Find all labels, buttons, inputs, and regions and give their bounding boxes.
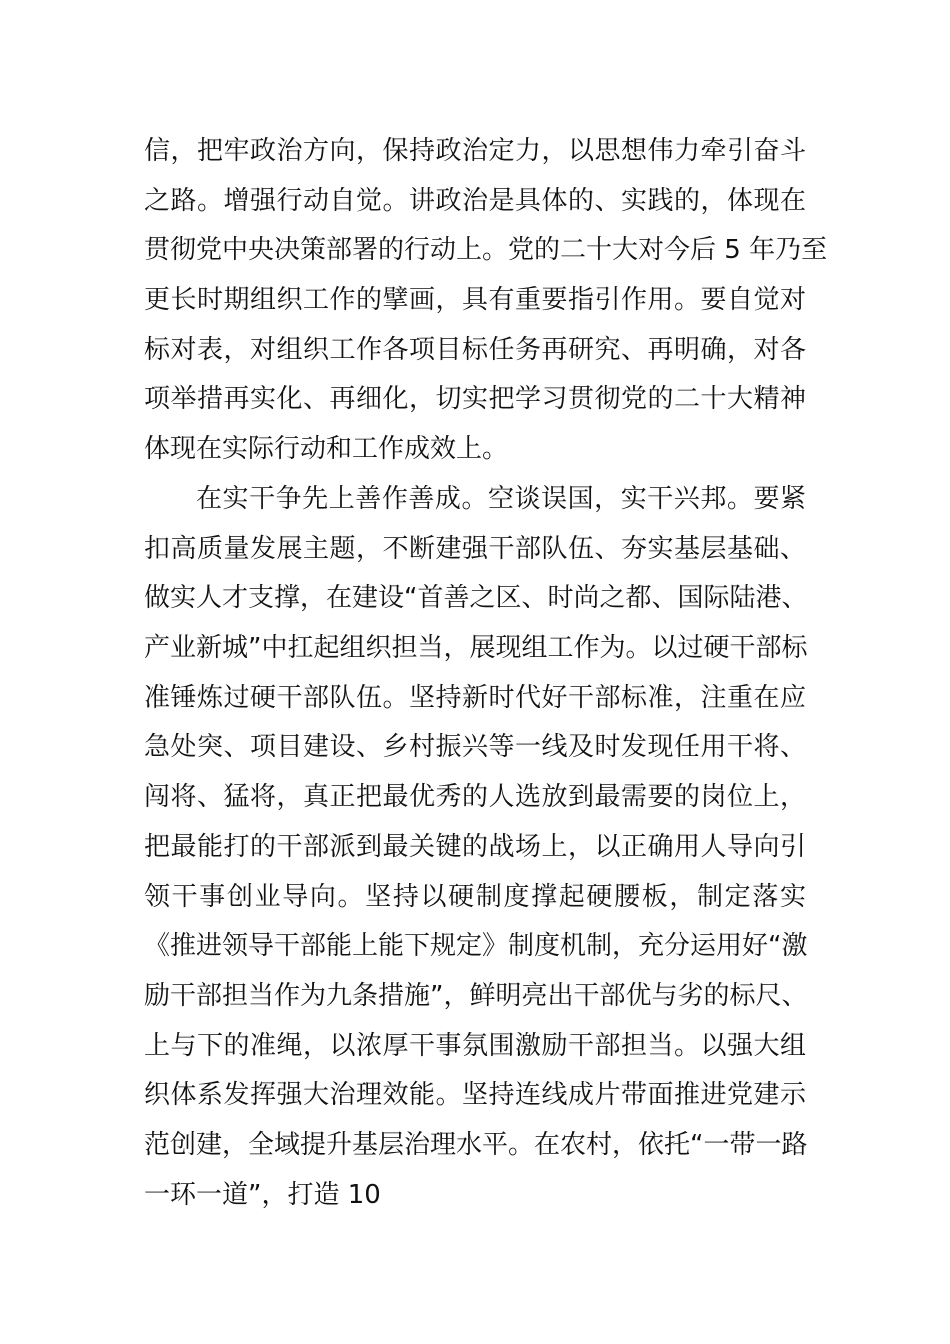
text-line: 体现在实际行动和工作成效上。 bbox=[144, 434, 509, 464]
text-line: 闯将、猛将，真正把最优秀的人选放到最需要的岗位上， bbox=[144, 782, 806, 812]
text-line: 做实人才支撑，在建设“首善之区、时尚之都、国际陆港、 bbox=[144, 583, 808, 613]
text-line: 急处突、项目建设、乡村振兴等一线及时发现任用干将、 bbox=[144, 732, 806, 762]
text-line: 上与下的准绳，以浓厚干事氛围激励干部担当。以强大组 bbox=[144, 1031, 806, 1061]
text-line: 织体系发挥强大治理效能。坚持连线成片带面推进党建示 bbox=[144, 1080, 806, 1110]
text-line: 扣高质量发展主题，不断建强干部队伍、夯实基层基础、 bbox=[144, 534, 806, 564]
text-line: 准锤炼过硬干部队伍。坚持新时代好干部标准，注重在应 bbox=[144, 683, 806, 713]
text-line: 领干事创业导向。坚持以硬制度撑起硬腰板，制定落实 bbox=[144, 882, 806, 912]
text-line: 标对表，对组织工作各项目标任务再研究、再明确，对各 bbox=[144, 335, 806, 365]
text-line: 《推进领导干部能上能下规定》制度机制，充分运用好“激 bbox=[144, 931, 808, 961]
text-line: 信，把牢政治方向，保持政治定力，以思想伟力牵引奋斗 bbox=[144, 136, 806, 166]
text-line: 范创建，全域提升基层治理水平。在农村，依托“一带一路 bbox=[144, 1130, 808, 1160]
text-line: 之路。增强行动自觉。讲政治是具体的、实践的，体现在 bbox=[144, 186, 806, 216]
paragraph-first-line: 在实干争先上善作善成。空谈误国，实干兴邦。要紧 bbox=[196, 484, 806, 514]
text-line: 更长时期组织工作的擘画，具有重要指引作用。要自觉对 bbox=[144, 285, 806, 315]
text-line: 产业新城”中扛起组织担当，展现组工作为。以过硬干部标 bbox=[144, 633, 808, 663]
text-line: 一环一道”，打造 10 bbox=[144, 1180, 381, 1210]
text-line: 项举措再实化、再细化，切实把学习贯彻党的二十大精神 bbox=[144, 384, 806, 414]
text-line: 励干部担当作为九条措施”，鲜明亮出干部优与劣的标尺、 bbox=[144, 981, 808, 1011]
text-line: 贯彻党中央决策部署的行动上。党的二十大对今后 5 年乃至 bbox=[144, 235, 828, 265]
text-line: 把最能打的干部派到最关键的战场上，以正确用人导向引 bbox=[144, 832, 806, 862]
